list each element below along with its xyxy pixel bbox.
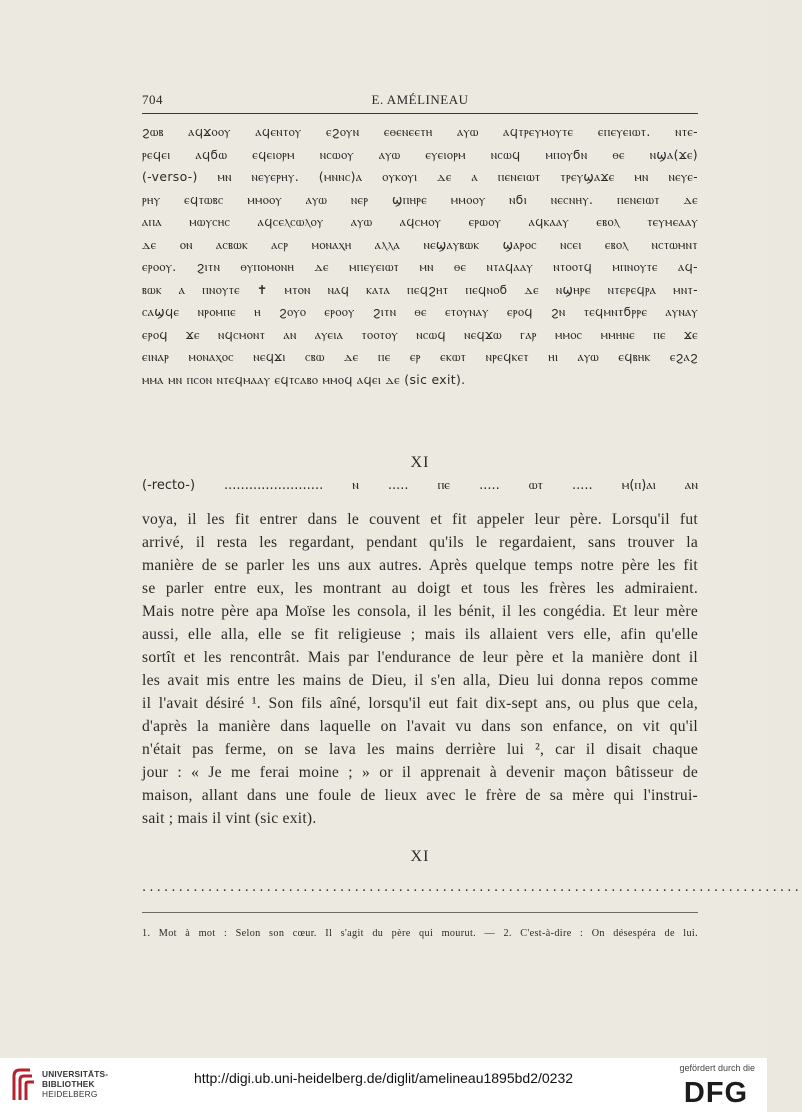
dot-leader: ..... xyxy=(572,478,593,493)
recto-label: (-recto-) xyxy=(142,478,196,493)
author-name: E. AMÉLINEAU xyxy=(371,92,469,107)
coptic-line: ⲉⲣⲟϥ ϫⲉ ⲛϥⲥⲙⲟⲛⲧ ⲁⲛ ⲁⲩⲉⲓⲁ ⲧⲟⲟⲧⲟⲩ ⲛⲥⲱϥ ⲛⲉϥϫⲱ ⲅⲁⲣ ⲙⲙⲟⲥ ⲙⲙⲏⲛⲉ ⲡⲉ ϫⲉ xyxy=(142,326,698,342)
coptic-line: ⲣⲉϥⲉⲓ ⲁϥϭⲱ ⲉϥⲉⲓⲟⲣⲙ ⲛⲥⲱⲟⲩ ⲁⲩⲱ ⲉⲩⲉⲓⲟⲣⲙ ⲛⲥⲱϥ ⲙⲡⲟⲩϭⲛ ⲑⲉ ⲛϣⲁ(ϫⲉ) xyxy=(142,146,698,162)
header-rule xyxy=(142,113,698,114)
source-url-link[interactable]: http://digi.ub.uni-heidelberg.de/diglit/amelineau1895bd2/0232 xyxy=(193,1070,574,1086)
french-line: d'après la manière dans laquelle on l'avait vu dans son enfance, on vit qu'il xyxy=(142,718,698,735)
section-heading: XI xyxy=(410,454,430,471)
recto-fragment: ⲡⲉ xyxy=(437,478,451,493)
french-line: maison, allant dans une foule de lieux avec le frère de sa mère qui l'instrui- xyxy=(142,787,698,804)
french-line: il l'avait désiré ¹. Son fils aîné, lorsqu'il eut fait dix-sept ans, ou plus que cela, xyxy=(142,695,698,712)
coptic-line: ϩⲱⲃ ⲁϥϫⲟⲟⲩ ⲁϥⲉⲛⲧⲟⲩ ⲉϩⲟⲩⲛ ⲉⲑⲉⲛⲉⲉⲧⲏ ⲁⲩⲱ ⲁϥⲧⲣⲉⲩⲙⲟⲩⲧⲉ ⲉⲡⲉⲩⲉⲓⲱⲧ. ⲛⲧⲉ- xyxy=(142,124,698,139)
coptic-line: ⲇⲉ ⲟⲛ ⲁⲥⲃⲱⲕ ⲁⲥⲣ ⲙⲟⲛⲁⲭⲏ ⲁⲗⲗⲁ ⲛⲉϣⲁⲩⲃⲱⲕ ϣⲁⲣⲟⲥ ⲛⲥⲉⲓ ⲉⲃⲟⲗ ⲛⲥⲧⲱⲙⲛⲧ xyxy=(142,236,698,252)
running-head xyxy=(142,92,698,112)
recto-fragment: ⲙ(ⲡ)ⲁⲓ ⲁⲛ xyxy=(621,478,698,493)
footnote-rule xyxy=(142,912,698,913)
french-line: voya, il les fit entrer dans le couvent et fit appeler leur père. Lorsqu'il fut xyxy=(142,511,698,528)
recto-fragment: ⲛ xyxy=(352,478,359,493)
coptic-line: (-verso-) ⲙⲛ ⲛⲉⲩⲉⲣⲏⲩ. (ⲙⲛⲛⲥ)ⲁ ⲟⲩⲕⲟⲩⲓ ⲇⲉ ⲁ ⲡⲉⲛⲉⲓⲱⲧ ⲧⲣⲉⲩϣⲁϫⲉ ⲙⲛ ⲛⲉⲩⲉ- xyxy=(142,169,698,184)
french-line: n'était pas ferme, on se lava les mains derrière lui ², car il disait chaque xyxy=(142,741,698,758)
recto-line xyxy=(142,478,698,493)
french-line: aussi, elle alla, elle se fit religieuse ; mais ils allaient vers elle, afin qu'elle xyxy=(142,626,698,643)
coptic-line: ⲥⲁϣϥⲉ ⲛⲣⲟⲙⲡⲉ ⲏ ϩⲟⲩⲟ ⲉⲣⲟⲟⲩ ϩⲓⲧⲛ ⲑⲉ ⲉⲧⲟⲩⲛⲁⲩ ⲉⲣⲟϥ ϩⲛ ⲧⲉϥⲙⲛⲧϭⲣⲣⲉ ⲁⲩⲛⲁⲩ xyxy=(142,304,698,319)
coptic-line: ⲁⲡⲁ ⲙⲱⲩⲥⲏⲥ ⲁϥⲥⲉⲗⲥⲱⲗⲟⲩ ⲁⲩⲱ ⲁϥⲥⲙⲟⲩ ⲉⲣⲱⲟⲩ ⲁϥⲕⲁⲁⲩ ⲉⲃⲟⲗ ⲧⲉⲩⲙⲉⲁⲁⲩ xyxy=(142,214,698,229)
footnotes: 1. Mot à mot : Selon son cœur. Il s'agit du père qui mourut. — 2. C'est-à-dire : On désespéra de lui. xyxy=(142,928,698,939)
french-translation-block xyxy=(142,508,698,830)
french-line: Mais notre père apa Moïse les consola, il les bénit, il les congédia. Et leur mère xyxy=(142,603,698,620)
dot-leader: ..... xyxy=(479,478,500,493)
french-line: sait ; mais il vint (sic exit). xyxy=(142,810,317,827)
coptic-line: ⲣⲏⲩ ⲉϥⲧⲱⲃⲥ ⲙⲙⲟⲟⲩ ⲁⲩⲱ ⲛⲉⲣ ϣⲡⲏⲣⲉ ⲙⲙⲟⲟⲩ ⲛϭⲓ ⲛⲉⲥⲛⲏⲩ. ⲡⲉⲛⲉⲓⲱⲧ ⲇⲉ xyxy=(142,191,698,207)
french-line: arrivé, il resta les regardant, pendant qu'ils le regardaient, sans trouver la xyxy=(142,534,698,551)
french-line: se parler entre eux, les montrant au doigt et tous les frères les admiraient. xyxy=(142,580,698,597)
dfg-logo-text: DFG xyxy=(683,1077,749,1109)
library-name-line: BIBLIOTHEK xyxy=(42,1079,95,1089)
coptic-line: ⲉⲓⲛⲁⲣ ⲙⲟⲛⲁⲭⲟⲥ ⲛⲉϥϫⲓ ⲥⲃⲱ ⲇⲉ ⲡⲉ ⲉⲣ ⲉⲕⲱⲧ ⲛⲣⲉϥⲕⲉⲧ ⲏⲓ ⲁⲩⲱ ⲉϥⲃⲏⲕ ⲉϩⲁϩ xyxy=(142,349,698,364)
french-line: manière de se parler les uns aux autres. Après quelque temps notre père les fit xyxy=(142,557,698,574)
coptic-text-block xyxy=(142,121,698,391)
dfg-logo-icon[interactable] xyxy=(677,1076,755,1109)
section-heading-2: XI xyxy=(410,848,430,865)
dot-leader: ..... xyxy=(387,478,409,493)
french-line: sortît et les rencontrât. Mais par l'endurance de leur père et la manière dont il xyxy=(142,649,698,666)
lacuna-dot-line: .......................................................................................... xyxy=(142,880,802,895)
library-name-line: UNIVERSITÄTS- xyxy=(42,1069,109,1079)
dot-leader: ........................ xyxy=(224,478,324,493)
french-line: les avait mis entre les mains de Dieu, il s'en alla, Dieu lui donna repos comme xyxy=(142,672,698,689)
funding-caption: gefördert durch die xyxy=(679,1063,755,1073)
coptic-line: ⲉⲣⲟⲟⲩ. ϩⲓⲧⲛ ⲑⲩⲡⲟⲙⲟⲛⲏ ⲇⲉ ⲙⲡⲉⲩⲉⲓⲱⲧ ⲙⲛ ⲑⲉ ⲛⲧⲁϥⲁⲁⲩ ⲛⲧⲟⲟⲧϥ ⲙⲡⲛⲟⲩⲧⲉ ⲁϥ- xyxy=(142,259,698,274)
digitization-footer xyxy=(0,1058,767,1112)
coptic-line: ⲙⲙⲁ ⲙⲛ ⲡⲥⲟⲛ ⲛⲧⲉϥⲙⲁⲁⲩ ⲉϥⲧⲥⲁⲃⲟ ⲙⲙⲟϥ ⲁϥⲉⲓ ⲇⲉ (sic exit). xyxy=(142,371,466,387)
recto-fragment: ⲱⲧ xyxy=(528,478,544,493)
french-line: jour : « Je me ferai moine ; » or il apprenait à devenir maçon bâtisseur de xyxy=(142,764,698,781)
coptic-line: ⲃⲱⲕ ⲁ ⲡⲛⲟⲩⲧⲉ ✝ ⲙⲧⲟⲛ ⲛⲁϥ ⲕⲁⲧⲁ ⲡⲉϥϩⲏⲧ ⲡⲉϥⲛⲟϭ ⲇⲉ ⲛϣⲏⲣⲉ ⲛⲧⲉⲣⲉϥⲣⲁ ⲙⲛⲧ- xyxy=(142,281,698,297)
page-number: 704 xyxy=(142,92,163,107)
library-name-line: HEIDELBERG xyxy=(42,1089,98,1099)
